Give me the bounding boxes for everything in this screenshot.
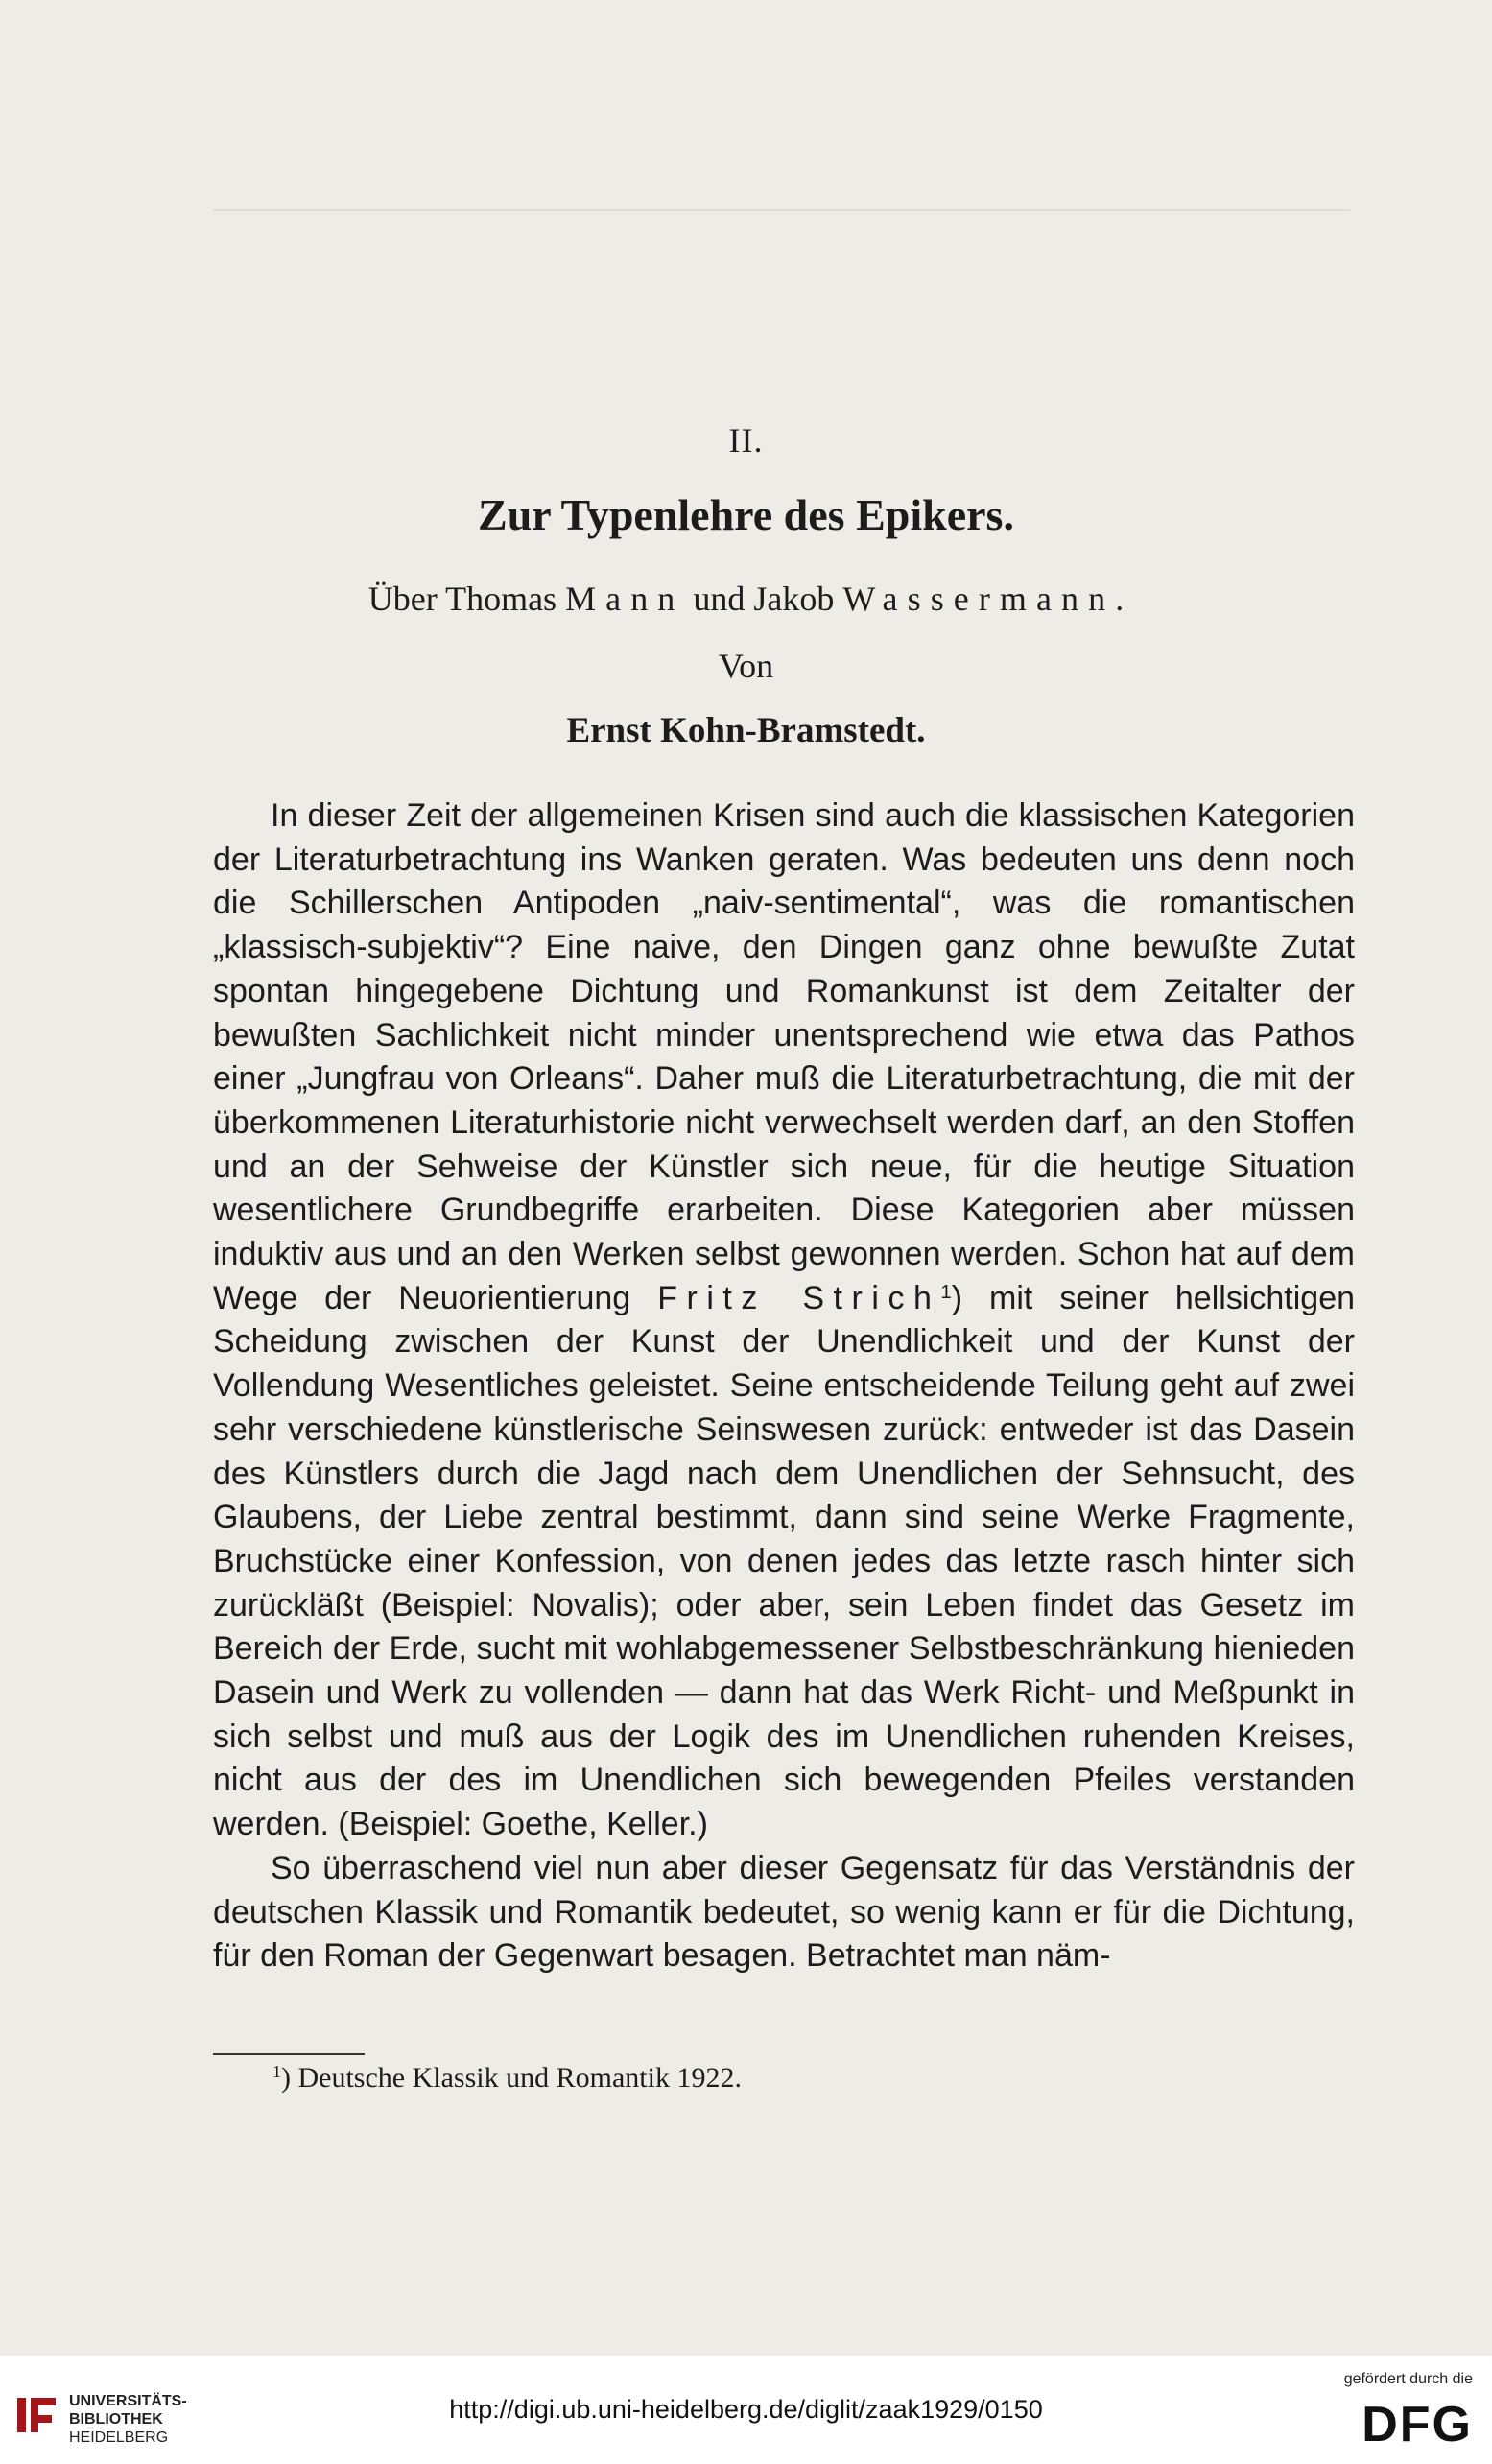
footnote	[272, 2062, 742, 2095]
permalink-url[interactable]: http://digi.ub.uni-heidelberg.de/diglit/zaak1929/0150	[449, 2395, 1043, 2424]
section-number: II.	[728, 421, 764, 460]
funding-caption: gefördert durch die	[1343, 2371, 1473, 2387]
paragraph-1-part-b: ) mit seiner hellsichtigen Scheidung zwischen der Kunst der Unendlichkeit und der Kunst der Vollendung Wesentliches geleistet. Seine entscheidende Teilung geht auf zwei sehr verschiedene künstlerische Seinswesen zurück: entweder ist das Dasein des Künstlers durch die Jagd nach dem Unendlichen der Sehnsucht, des Glaubens, der Liebe zentral bestimmt, dann sind seine Werke Fragmente, Bruchstücke einer Konfession, von denen jedes das letzte rasch hinter sich zurückläßt (Beispiel: Novalis); oder aber, sein Leben findet das Gesetz im Bereich der Erde, sucht mit wohlabgemessener Selbstbeschränkung hienieden Dasein und Werk zu vollenden — dann hat das Werk Richt- und Meßpunkt in sich selbst und muß aus der Logik des im Unendlichen ruhenden Kreises, nicht aus der des im Unendlichen sich bewegenden Pfeiles verstanden werden. (Beispiel: Goethe, Keller.)	[213, 1279, 1356, 1843]
dfg-logo[interactable]: DFG	[1362, 2397, 1473, 2452]
subtitle-middle: und Jakob	[684, 580, 843, 618]
library-name-line-2: BIBLIOTHEK	[69, 2411, 163, 2428]
paragraph-2: So überraschend viel nun aber dieser Gegensatz für das Verständnis der deutschen Klassik und Romantik bedeutet, so wenig kann er für die Dichtung, für den Roman der Gegenwart besagen. Betrachtet man näm-	[213, 1849, 1355, 1975]
footnote-divider	[213, 2053, 365, 2055]
paragraph-1-part-a: In dieser Zeit der allgemeinen Krisen sind auch die klassischen Kategorien der Literaturbetrachtung ins Wanken geraten. Was bedeuten uns denn noch die Schillerschen Antipoden „naiv-sentimental“, was die romantischen „klassisch-subjektiv“? Eine naive, den Dingen ganz ohne bewußte Zutat spontan hingegebene Dichtung und Romankunst ist dem Zeitalter der bewußten Sachlichkeit nicht minder unentsprechend wie etwa das Pathos einer „Jungfrau von Orleans“. Daher muß die Literaturbetrachtung, die mit der überkommenen Literaturhistorie nicht verwechselt werden darf, an den Stoffen und an der Sehweise der Künstler sich neue, für die heutige Situation wesentlichere Grundbegriffe erarbeiten. Diese Kategorien aber müssen induktiv aus und an den Werken selbst gewonnen werden. Schon hat auf dem Wege der Neuorientierung	[213, 797, 1355, 1316]
subtitle-suffix: .	[1115, 580, 1125, 618]
footnote-text: ) Deutsche Klassik und Romantik 1922.	[281, 2062, 742, 2094]
subtitle-prefix: Über Thomas	[367, 580, 566, 618]
article-title: Zur Typenlehre des Epikers.	[478, 490, 1014, 539]
subtitle-name-mann: Mann	[565, 580, 685, 618]
footnote-mark: 1	[272, 2062, 281, 2082]
body-text	[213, 794, 1355, 1978]
author-name: Ernst Kohn-Bramstedt.	[566, 711, 926, 750]
footnote-reference[interactable]: 1	[940, 1281, 952, 1303]
library-name-line-1: UNIVERSITÄTS-	[69, 2393, 187, 2409]
byline-von: Von	[718, 647, 774, 685]
paragraph-1	[213, 794, 1355, 1847]
article-subtitle	[0, 579, 1492, 619]
subtitle-name-wassermann: Wassermann	[842, 580, 1116, 618]
name-fritz-strich: Fritz Strich	[657, 1279, 941, 1316]
bleed-through-rule	[213, 209, 1350, 211]
digitization-footer	[0, 2356, 1492, 2464]
library-name-line-3: HEIDELBERG	[69, 2429, 169, 2446]
